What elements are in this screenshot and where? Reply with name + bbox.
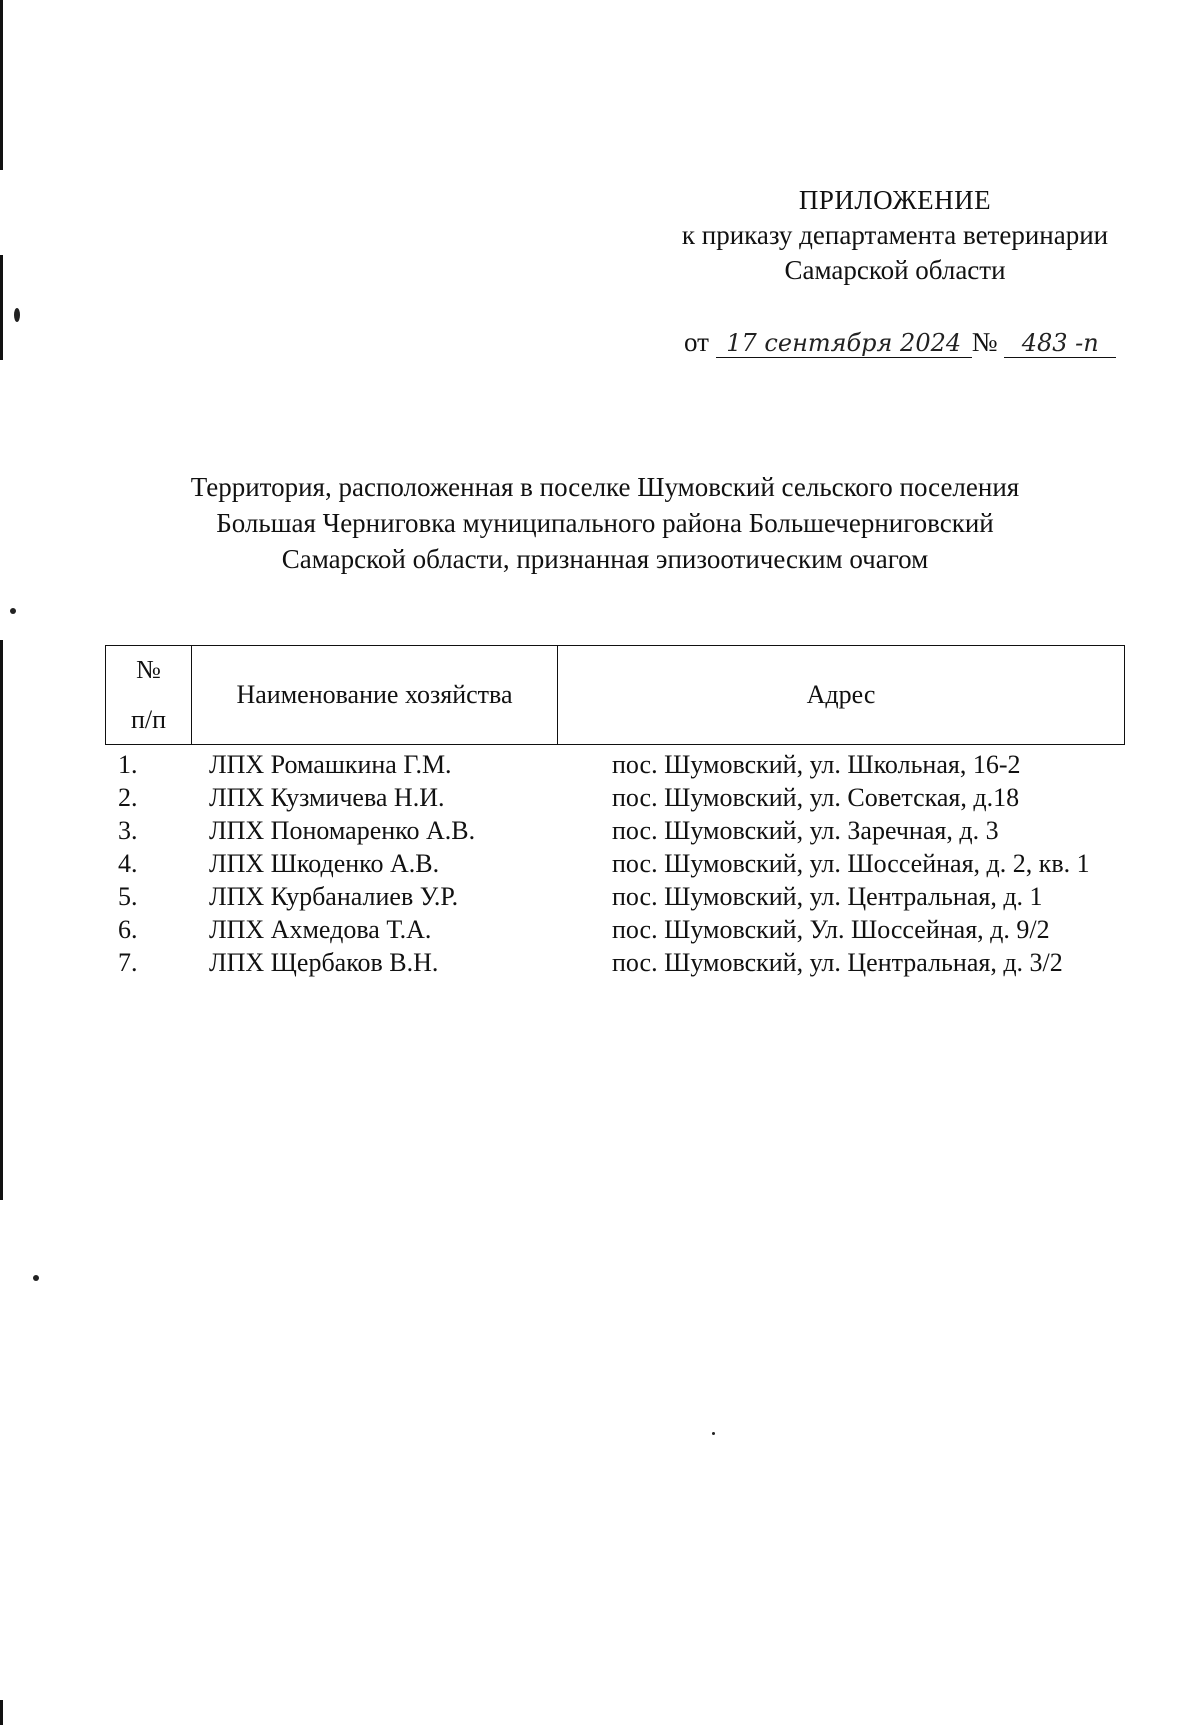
table-row xyxy=(105,748,1125,781)
row-address: пос. Шумовский, ул. Шоссейная, д. 2, кв. 1 xyxy=(612,849,1090,878)
order-from-label: от xyxy=(684,327,709,357)
document-title xyxy=(140,469,1070,577)
document-title-line-3: Самарской области, признанная эпизоотическим очагом xyxy=(281,544,929,574)
document-title-line-2: Большая Черниговка муниципального района Большечерниговский xyxy=(216,508,994,538)
appendix-header xyxy=(600,183,1190,288)
table-row xyxy=(105,913,1125,946)
row-number: 3. xyxy=(118,816,138,845)
row-number: 7. xyxy=(118,948,138,977)
scan-edge-bottom xyxy=(0,1700,3,1725)
scan-edge-lower xyxy=(0,640,3,1200)
row-farm-name: ЛПХ Ахмедова Т.А. xyxy=(209,915,432,944)
appendix-title: ПРИЛОЖЕНИЕ xyxy=(798,185,992,215)
header-number-line-1: № xyxy=(136,655,161,684)
row-number: 1. xyxy=(118,750,138,779)
scan-speck xyxy=(14,308,20,322)
scan-edge-middle xyxy=(0,255,3,360)
table-row xyxy=(105,946,1125,979)
header-farm-name: Наименование хозяйства xyxy=(192,646,558,744)
scan-speck xyxy=(10,608,16,614)
row-number: 2. xyxy=(118,783,138,812)
order-date-handwritten: 17 сентября 2024 xyxy=(716,329,972,358)
row-farm-name: ЛПХ Кузмичева Н.И. xyxy=(209,783,445,812)
row-number: 6. xyxy=(118,915,138,944)
scan-speck xyxy=(33,1275,39,1281)
table-body xyxy=(105,748,1125,979)
row-farm-name: ЛПХ Пономаренко А.В. xyxy=(209,816,476,845)
table-header xyxy=(105,645,1125,745)
row-number: 4. xyxy=(118,849,138,878)
order-reference xyxy=(684,327,1116,358)
header-number-line-2: п/п xyxy=(130,705,167,734)
header-address: Адрес xyxy=(806,680,876,709)
appendix-line-2: Самарской области xyxy=(784,255,1006,285)
scan-speck xyxy=(712,1432,715,1435)
table-row xyxy=(105,880,1125,913)
document-title-line-1: Территория, расположенная в поселке Шумовский сельского поселения xyxy=(190,472,1020,502)
header-number xyxy=(106,646,192,744)
row-farm-name: ЛПХ Щербаков В.Н. xyxy=(209,948,439,977)
row-farm-name: ЛПХ Ромашкина Г.М. xyxy=(209,750,452,779)
row-farm-name: ЛПХ Курбаналиев У.Р. xyxy=(209,882,459,911)
table-row xyxy=(105,814,1125,847)
order-number-label: № xyxy=(971,327,998,357)
row-farm-name: ЛПХ Шкоденко А.В. xyxy=(209,849,440,878)
row-address: пос. Шумовский, ул. Советская, д.18 xyxy=(612,783,1020,812)
row-address: пос. Шумовский, ул. Школьная, 16-2 xyxy=(612,750,1021,779)
order-number-handwritten: 483 -п xyxy=(1004,329,1116,358)
row-address: пос. Шумовский, ул. Центральная, д. 3/2 xyxy=(612,948,1063,977)
table-row xyxy=(105,847,1125,880)
row-address: пос. Шумовский, ул. Заречная, д. 3 xyxy=(612,816,999,845)
row-address: пос. Шумовский, ул. Центральная, д. 1 xyxy=(612,882,1043,911)
scan-edge-top xyxy=(0,0,3,170)
row-number: 5. xyxy=(118,882,138,911)
row-address: пос. Шумовский, Ул. Шоссейная, д. 9/2 xyxy=(612,915,1050,944)
appendix-line-1: к приказу департамента ветеринарии xyxy=(681,220,1109,250)
table-row xyxy=(105,781,1125,814)
